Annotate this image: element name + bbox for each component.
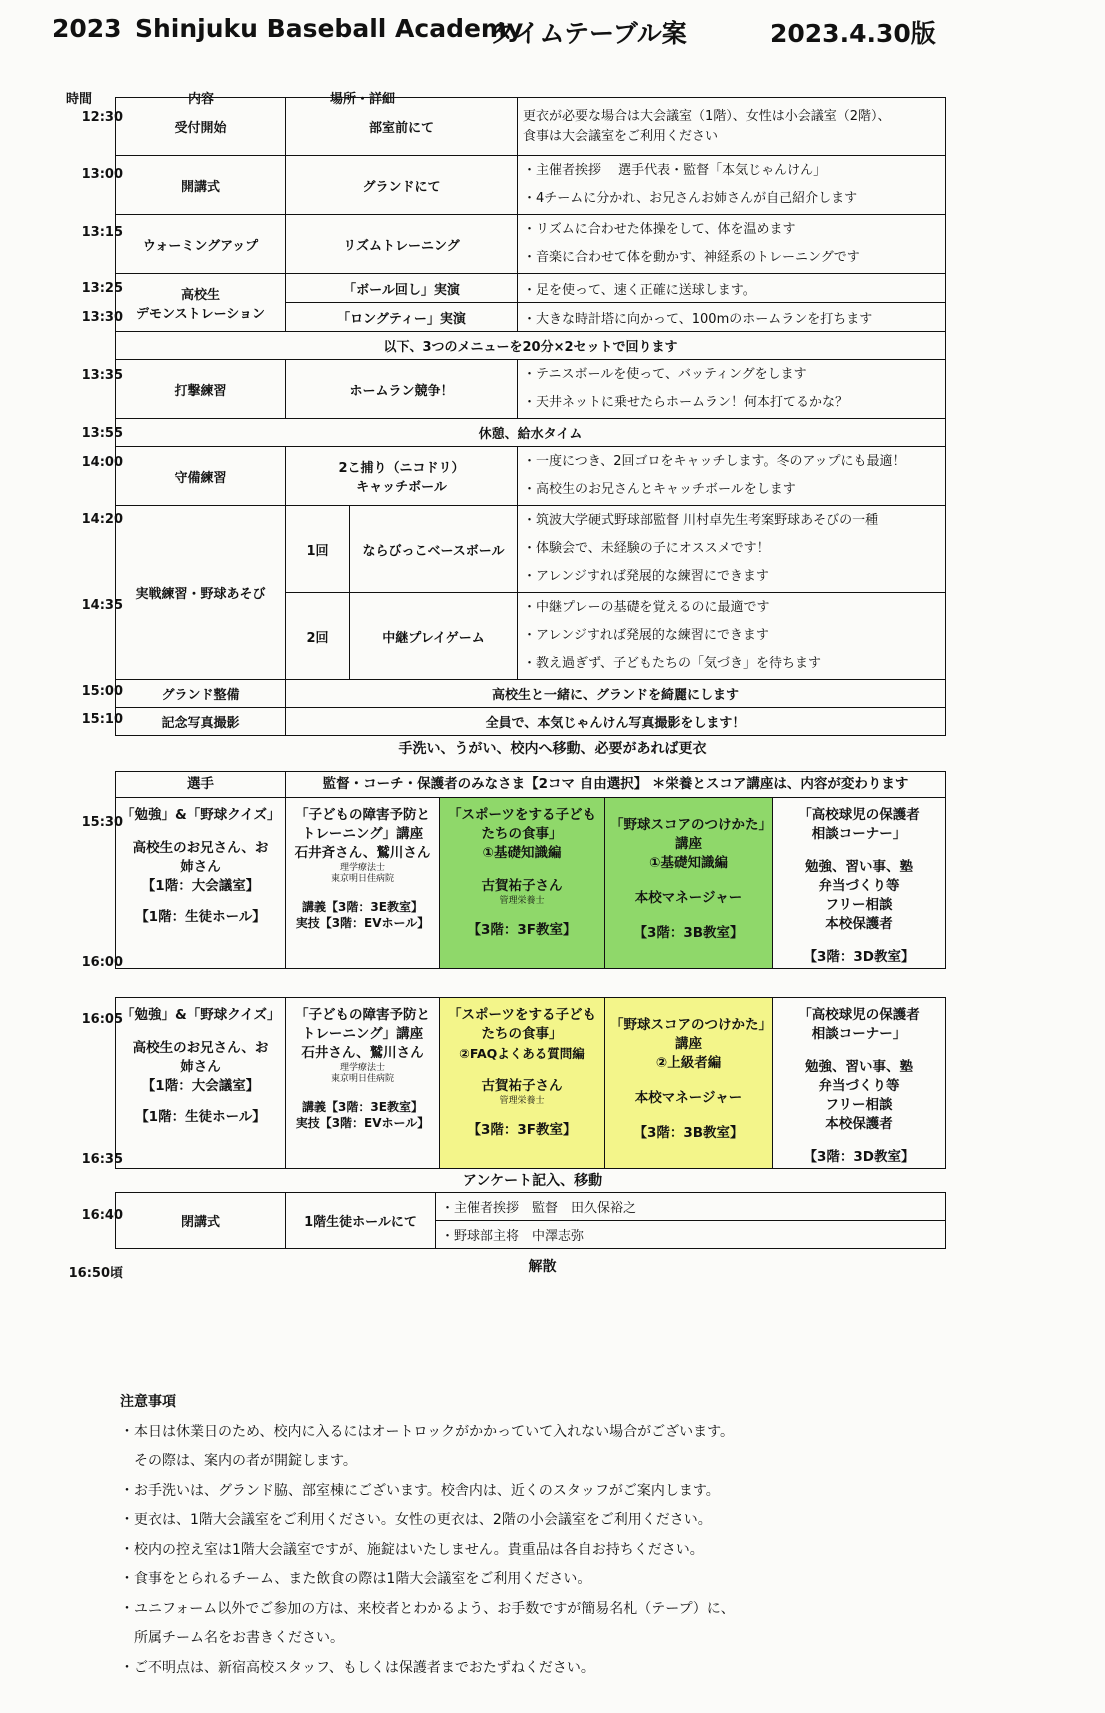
session-score-lecture: 「野球スコアのつけかた」 講座 ①基礎知識編 本校マネージャー 【3階：3B教室】: [605, 798, 773, 969]
dismiss-note: 解散: [528, 1259, 557, 1275]
activity-description: ・リズムに合わせた体操をして、体を温めます ・音楽に合わせて体を動かす、神経系のトレーニングです: [518, 215, 946, 274]
sessions-header-row: [116, 772, 946, 798]
activity-place: グランドにて: [286, 156, 518, 215]
time-label: 14:00: [81, 455, 123, 470]
activity-description: ・中継プレーの基礎を覚えるのに最適です ・アレンジすれば発展的な練習にできます ・教え過ぎず、子どもたちの「気づき」を待ちます: [518, 593, 946, 680]
activity-description: ・一度につき、2回ゴロをキャッチします。冬のアップにも最適！ ・高校生のお兄さんとキャッチボールをします: [518, 447, 946, 506]
header-year: 2023: [52, 14, 122, 43]
schedule-row-batting: [116, 360, 946, 419]
notes-title: 注意事項: [120, 1394, 176, 1410]
game-name: 中継プレイゲーム: [350, 593, 518, 680]
note-item: 所属チーム名をお書きください。: [120, 1630, 344, 1646]
column-header-time: 時間: [66, 92, 93, 107]
activity-name: 開講式: [116, 156, 286, 215]
time-label: 13:25: [81, 281, 123, 296]
column-header-place: 場所・詳細: [330, 92, 396, 107]
note-item: ・ユニフォーム以外でご参加の方は、来校者とわかるよう、お手数ですが簡易名札（テープ）に、: [120, 1600, 735, 1617]
session-study: 「勉強」&「野球クイズ」 高校生のお兄さん、お 姉さん 【1階：大会議室】 【1階：生徒ホール】: [116, 998, 286, 1169]
time-label: 12:30: [81, 110, 123, 125]
menu-note: 以下、3つのメニューを20分×2セットで回ります: [116, 332, 946, 360]
note-item: ・お手洗いは、グランド脇、部室棟にございます。校舎内は、近くのスタッフがご案内します。: [120, 1482, 720, 1499]
activity-place: 「ボール回し」実演: [286, 274, 518, 303]
players-header: 選手: [116, 772, 286, 798]
others-header: 監督・コーチ・保護者のみなさま【2コマ 自由選択】 ＊栄養とスコア講座は、内容が変わります: [286, 772, 946, 798]
time-label: 13:00: [81, 167, 123, 182]
schedule-row-menu-note: [116, 332, 946, 360]
activity-description: ・大きな時計塔に向かって、100mのホームランを打ちます: [518, 303, 946, 332]
round-label: 2回: [286, 593, 350, 680]
session-parent-consult: 「高校球児の保護者 相談コーナー」 勉強、習い事、塾 弁当づくり等 フリー相談 本校保護者 【3階：3D教室】: [773, 798, 946, 969]
activity-place: 部室前にて: [286, 98, 518, 156]
time-label: 16:35: [81, 1152, 123, 1167]
activity-description: ・テニスボールを使って、バッティングをします ・天井ネットに乗せたらホームラン！何本打てるかな？: [518, 360, 946, 419]
session-parent-consult: 「高校球児の保護者 相談コーナー」 勉強、習い事、塾 弁当づくり等 フリー相談 本校保護者 【3階：3D教室】: [773, 998, 946, 1169]
notes-section: [120, 1388, 1060, 1683]
schedule-row-photo: [116, 708, 946, 736]
game-name: ならびっこベースボール: [350, 506, 518, 593]
sessions-table: [115, 771, 946, 969]
activity-description: ・足を使って、速く正確に送球します。: [518, 274, 946, 303]
time-label: 15:10: [81, 712, 123, 727]
closing-table: [115, 1192, 946, 1249]
activity-place: 2こ捕り（ニコドリ） キャッチボール: [286, 447, 518, 506]
note-item: ・校内の控え室は1階大会議室ですが、施錠はいたしません。貴重品は各自お持ちください。: [120, 1541, 704, 1558]
schedule-row-warmup: [116, 215, 946, 274]
time-label: 13:35: [81, 368, 123, 383]
sessions-table-2: [115, 997, 946, 1169]
header-academy: Shinjuku Baseball Academy: [135, 14, 524, 43]
session-injury-lecture: 「子どもの障害予防と トレーニング」講座 石井さん、鷲川さん 理学療法士 東京明日佳病院 講義【3階：3E教室】 実技【3階：EVホール】: [286, 998, 440, 1169]
schedule-row-ground: [116, 680, 946, 708]
activity-name: 守備練習: [116, 447, 286, 506]
activity-description: 高校生と一緒に、グランドを綺麗にします: [286, 680, 946, 708]
activity-name: 実戦練習・野球あそび: [116, 506, 286, 680]
activity-description: ・主催者挨拶 選手代表・監督「本気じゃんけん」 ・4チームに分かれ、お兄さんお姉さんが自己紹介します: [518, 156, 946, 215]
move-note: 手洗い、うがい、校内へ移動、必要があれば更衣: [398, 741, 707, 757]
column-header-content: 内容: [188, 92, 215, 107]
note-item: ・更衣は、1階大会議室をご利用ください。女性の更衣は、2階の小会議室をご利用ください。: [120, 1512, 712, 1528]
note-item: その際は、案内の者が開錠します。: [120, 1453, 357, 1469]
activity-description: ・野球部主将 中澤志弥: [436, 1221, 946, 1249]
schedule-row-reception: [116, 98, 946, 156]
time-label: 13:15: [81, 225, 123, 240]
time-label: 15:00: [81, 684, 123, 699]
schedule-row-practice-1: [116, 506, 946, 593]
activity-place: 「ロングティー」実演: [286, 303, 518, 332]
document-header: [0, 14, 1105, 54]
activity-name: 高校生 デモンストレーション: [116, 274, 286, 332]
note-item: ・本日は休業日のため、校内に入るにはオートロックがかかっていて入れない場合がございます。: [120, 1423, 735, 1440]
survey-note: アンケート記入、移動: [462, 1173, 603, 1189]
activity-description: ・主催者挨拶 監督 田久保裕之: [436, 1193, 946, 1221]
activity-name: 閉講式: [116, 1193, 286, 1249]
time-label: 16:05: [81, 1012, 123, 1027]
time-label: 16:00: [81, 955, 123, 970]
schedule-row-break: [116, 419, 946, 447]
activity-name: 受付開始: [116, 98, 286, 156]
activity-place: ホームラン競争！: [286, 360, 518, 419]
closing-row: [116, 1193, 946, 1221]
round-label: 1回: [286, 506, 350, 593]
header-title: タイムテーブル案: [490, 19, 687, 48]
note-item: ・食事をとられるチーム、また飲食の際は1階大会議室をご利用ください。: [120, 1571, 592, 1587]
activity-description: ・筑波大学硬式野球部監督 川村卓先生考案野球あそびの一種 ・体験会で、未経験の子にオススメです！ ・アレンジすれば発展的な練習にできます: [518, 506, 946, 593]
time-label: 16:50頃: [68, 1266, 123, 1281]
activity-place: 1階生徒ホールにて: [286, 1193, 436, 1249]
note-item: ・ご不明点は、新宿高校スタッフ、もしくは保護者までおたずねください。: [120, 1659, 595, 1676]
schedule-row-demo: [116, 274, 946, 303]
session-2-row: [116, 998, 946, 1169]
schedule-row-opening: [116, 156, 946, 215]
activity-name: ウォーミングアップ: [116, 215, 286, 274]
activity-description: 全員で、本気じゃんけん写真撮影をします！: [286, 708, 946, 736]
session-score-lecture: 「野球スコアのつけかた」 講座 ②上級者編 本校マネージャー 【3階：3B教室】: [605, 998, 773, 1169]
activity-place: リズムトレーニング: [286, 215, 518, 274]
session-1-row: [116, 798, 946, 969]
time-label: 16:40: [81, 1208, 123, 1223]
break-note: 休憩、給水タイム: [116, 419, 946, 447]
time-label: 14:35: [81, 598, 123, 613]
session-injury-lecture: 「子どもの障害予防と トレーニング」講座 石井斉さん、鷲川さん 理学療法士 東京明日佳病院 講義【3階：3E教室】 実技【3階：EVホール】: [286, 798, 440, 969]
time-label: 13:55: [81, 426, 123, 441]
session-study: 「勉強」&「野球クイズ」 高校生のお兄さん、お 姉さん 【1階：大会議室】 【1階：生徒ホール】: [116, 798, 286, 969]
activity-description: 更衣が必要な場合は大会議室（1階）、女性は小会議室（2階）、 食事は大会議室をご利用ください: [518, 98, 946, 156]
activity-name: グランド整備: [116, 680, 286, 708]
time-label: 14:20: [81, 512, 123, 527]
time-label: 13:30: [81, 310, 123, 325]
schedule-row-fielding: [116, 447, 946, 506]
time-label: 15:30: [81, 815, 123, 830]
header-version: 2023.4.30版: [770, 19, 936, 48]
activity-name: 記念写真撮影: [116, 708, 286, 736]
session-nutrition-lecture: 「スポーツをする子ども たちの食事」 ①基礎知識編 古賀祐子さん 管理栄養士 【3階：3F教室】: [440, 798, 605, 969]
schedule-table: [115, 97, 946, 736]
session-nutrition-lecture: 「スポーツをする子ども たちの食事」 ②FAQよくある質問編 古賀祐子さん 管理栄養士 【3階：3F教室】: [440, 998, 605, 1169]
activity-name: 打撃練習: [116, 360, 286, 419]
